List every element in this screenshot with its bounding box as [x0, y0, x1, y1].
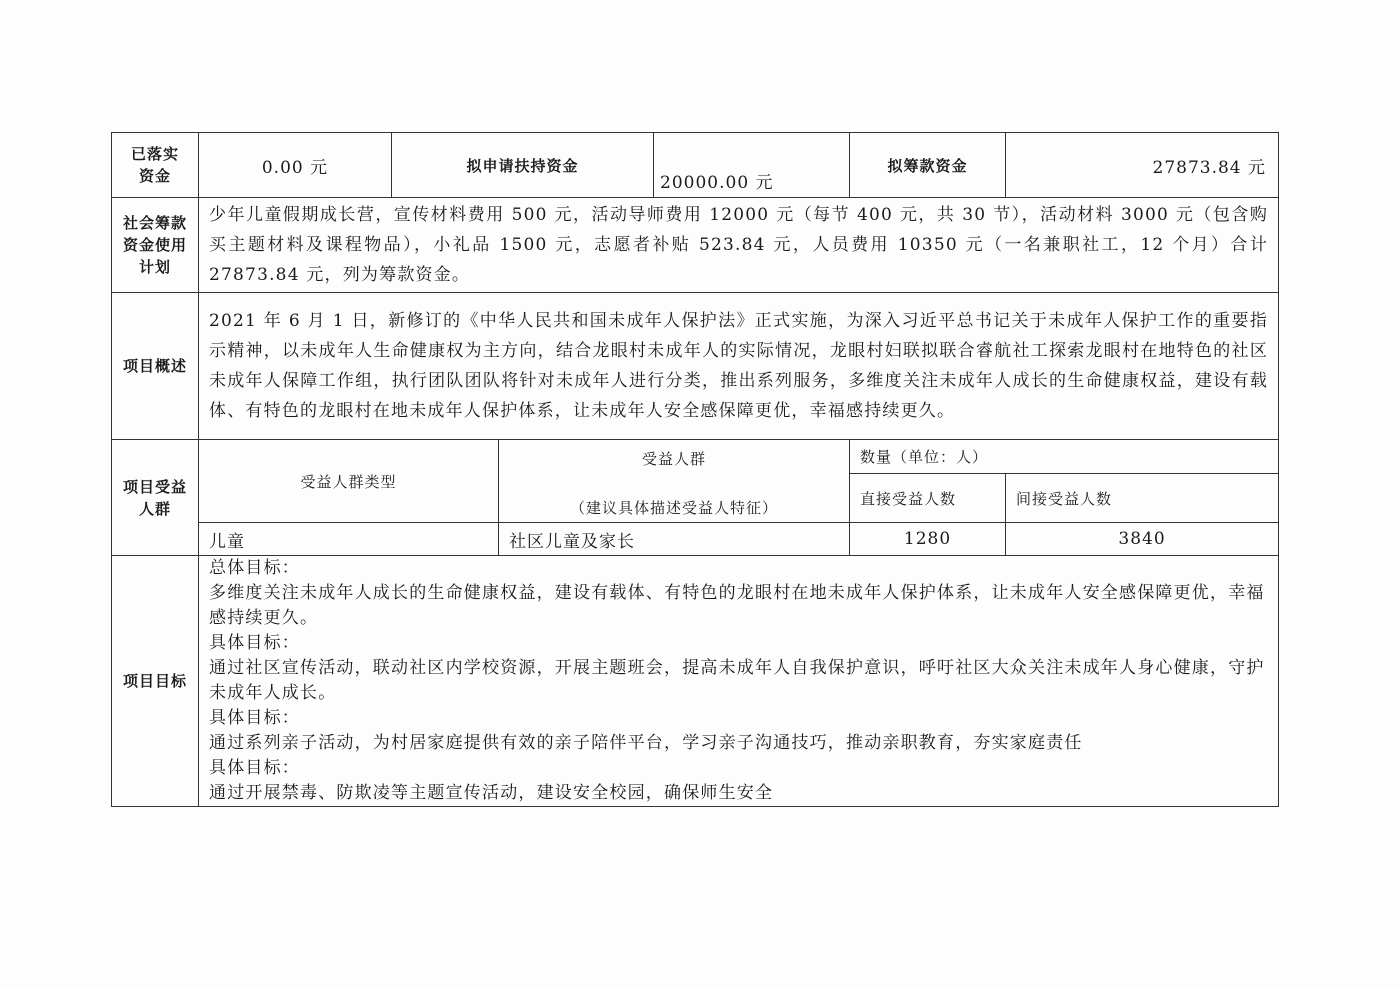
beneficiaries-label-text: 项目受益人群: [122, 477, 187, 518]
plan-label-text: 社会筹款资金使用计划: [122, 214, 187, 276]
beneficiary-type-header: 受益人群类型: [199, 440, 499, 523]
goal-line: 具体目标：: [209, 758, 300, 778]
goal-line: 通过社区宣传活动，联动社区内学校资源，开展主题班会，提高未成年人自我保护意识，呼吁社区大众关注未成年人身心健康，守护未成年人成长。: [209, 658, 1265, 703]
plan-row: [112, 198, 1279, 293]
plan-text: 少年儿童假期成长营，宣传材料费用 500 元，活动导师费用 12000 元（每节 400 元，共 30 节），活动材料 3000 元（包含购买主题材料及课程物品），小礼品 1500 元，志愿者补贴 523.84 元，人员费用 10350 元（一名兼职社工，12 个月）合计 27873.84 元，列为筹款资金。: [199, 198, 1279, 293]
funding-row: [112, 133, 1279, 198]
beneficiary-group-subtitle: （建议具体描述受益人特征）: [570, 499, 779, 517]
goal-line: 通过系列亲子活动，为村居家庭提供有效的亲子陪伴平台，学习亲子沟通技巧，推动亲职教育，夯实家庭责任: [209, 733, 1083, 753]
overview-text: 2021 年 6 月 1 日，新修订的《中华人民共和国未成年人保护法》正式实施，为深入习近平总书记关于未成年人保护工作的重要指示精神，以未成年人生命健康权为主方向，结合龙眼村未成年人的实际情况，龙眼村妇联拟联合睿航社工探索龙眼村在地特色的社区未成年人保障工作组，执行团队团队将针对未成年人进行分类，推出系列服务，多维度关注未成年人成长的生命健康权益，建设有载体、有特色的龙眼村在地未成年人保护体系，让未成年人安全感保障更优，幸福感持续更久。: [199, 293, 1279, 440]
beneficiary-group-header: [499, 440, 850, 523]
plan-label: [112, 198, 199, 293]
beneficiaries-label: [112, 440, 199, 556]
project-form-table: [111, 132, 1279, 807]
direct-count-cell: 1280: [850, 523, 1006, 556]
fundraise-label: 拟筹款资金: [850, 133, 1006, 198]
support-funds-value: 20000.00 元: [654, 133, 850, 198]
raised-funds-value: 0.00 元: [199, 133, 392, 198]
overview-row: [112, 293, 1279, 440]
raised-funds-label-text: 已落实资金: [130, 145, 179, 185]
goal-line: 具体目标：: [209, 633, 300, 653]
goal-line: 通过开展禁毒、防欺凌等主题宣传活动，建设安全校园，确保师生安全: [209, 783, 774, 803]
raised-funds-label: [112, 133, 199, 198]
beneficiary-header-row-1: [112, 440, 1279, 474]
beneficiary-group-title: 受益人群: [642, 450, 707, 468]
goals-content: [199, 556, 1279, 807]
goals-row: [112, 556, 1279, 807]
goal-line: 多维度关注未成年人成长的生命健康权益，建设有载体、有特色的龙眼村在地未成年人保护体系，让未成年人安全感保障更优，幸福感持续更久。: [209, 583, 1265, 628]
goal-line: 具体目标：: [209, 708, 300, 728]
overview-label: 项目概述: [112, 293, 199, 440]
fundraise-value: 27873.84 元: [1006, 133, 1279, 198]
goal-line: 总体目标：: [209, 558, 300, 578]
indirect-count-cell: 3840: [1006, 523, 1279, 556]
indirect-count-header: 间接受益人数: [1006, 474, 1279, 523]
beneficiary-data-row: [112, 523, 1279, 556]
beneficiary-type-cell: 儿童: [199, 523, 499, 556]
beneficiary-group-cell: 社区儿童及家长: [499, 523, 850, 556]
support-funds-label: 拟申请扶持资金: [392, 133, 654, 198]
direct-count-header: 直接受益人数: [850, 474, 1006, 523]
count-header: 数量（单位：人）: [850, 440, 1279, 474]
goals-label: 项目目标: [112, 556, 199, 807]
